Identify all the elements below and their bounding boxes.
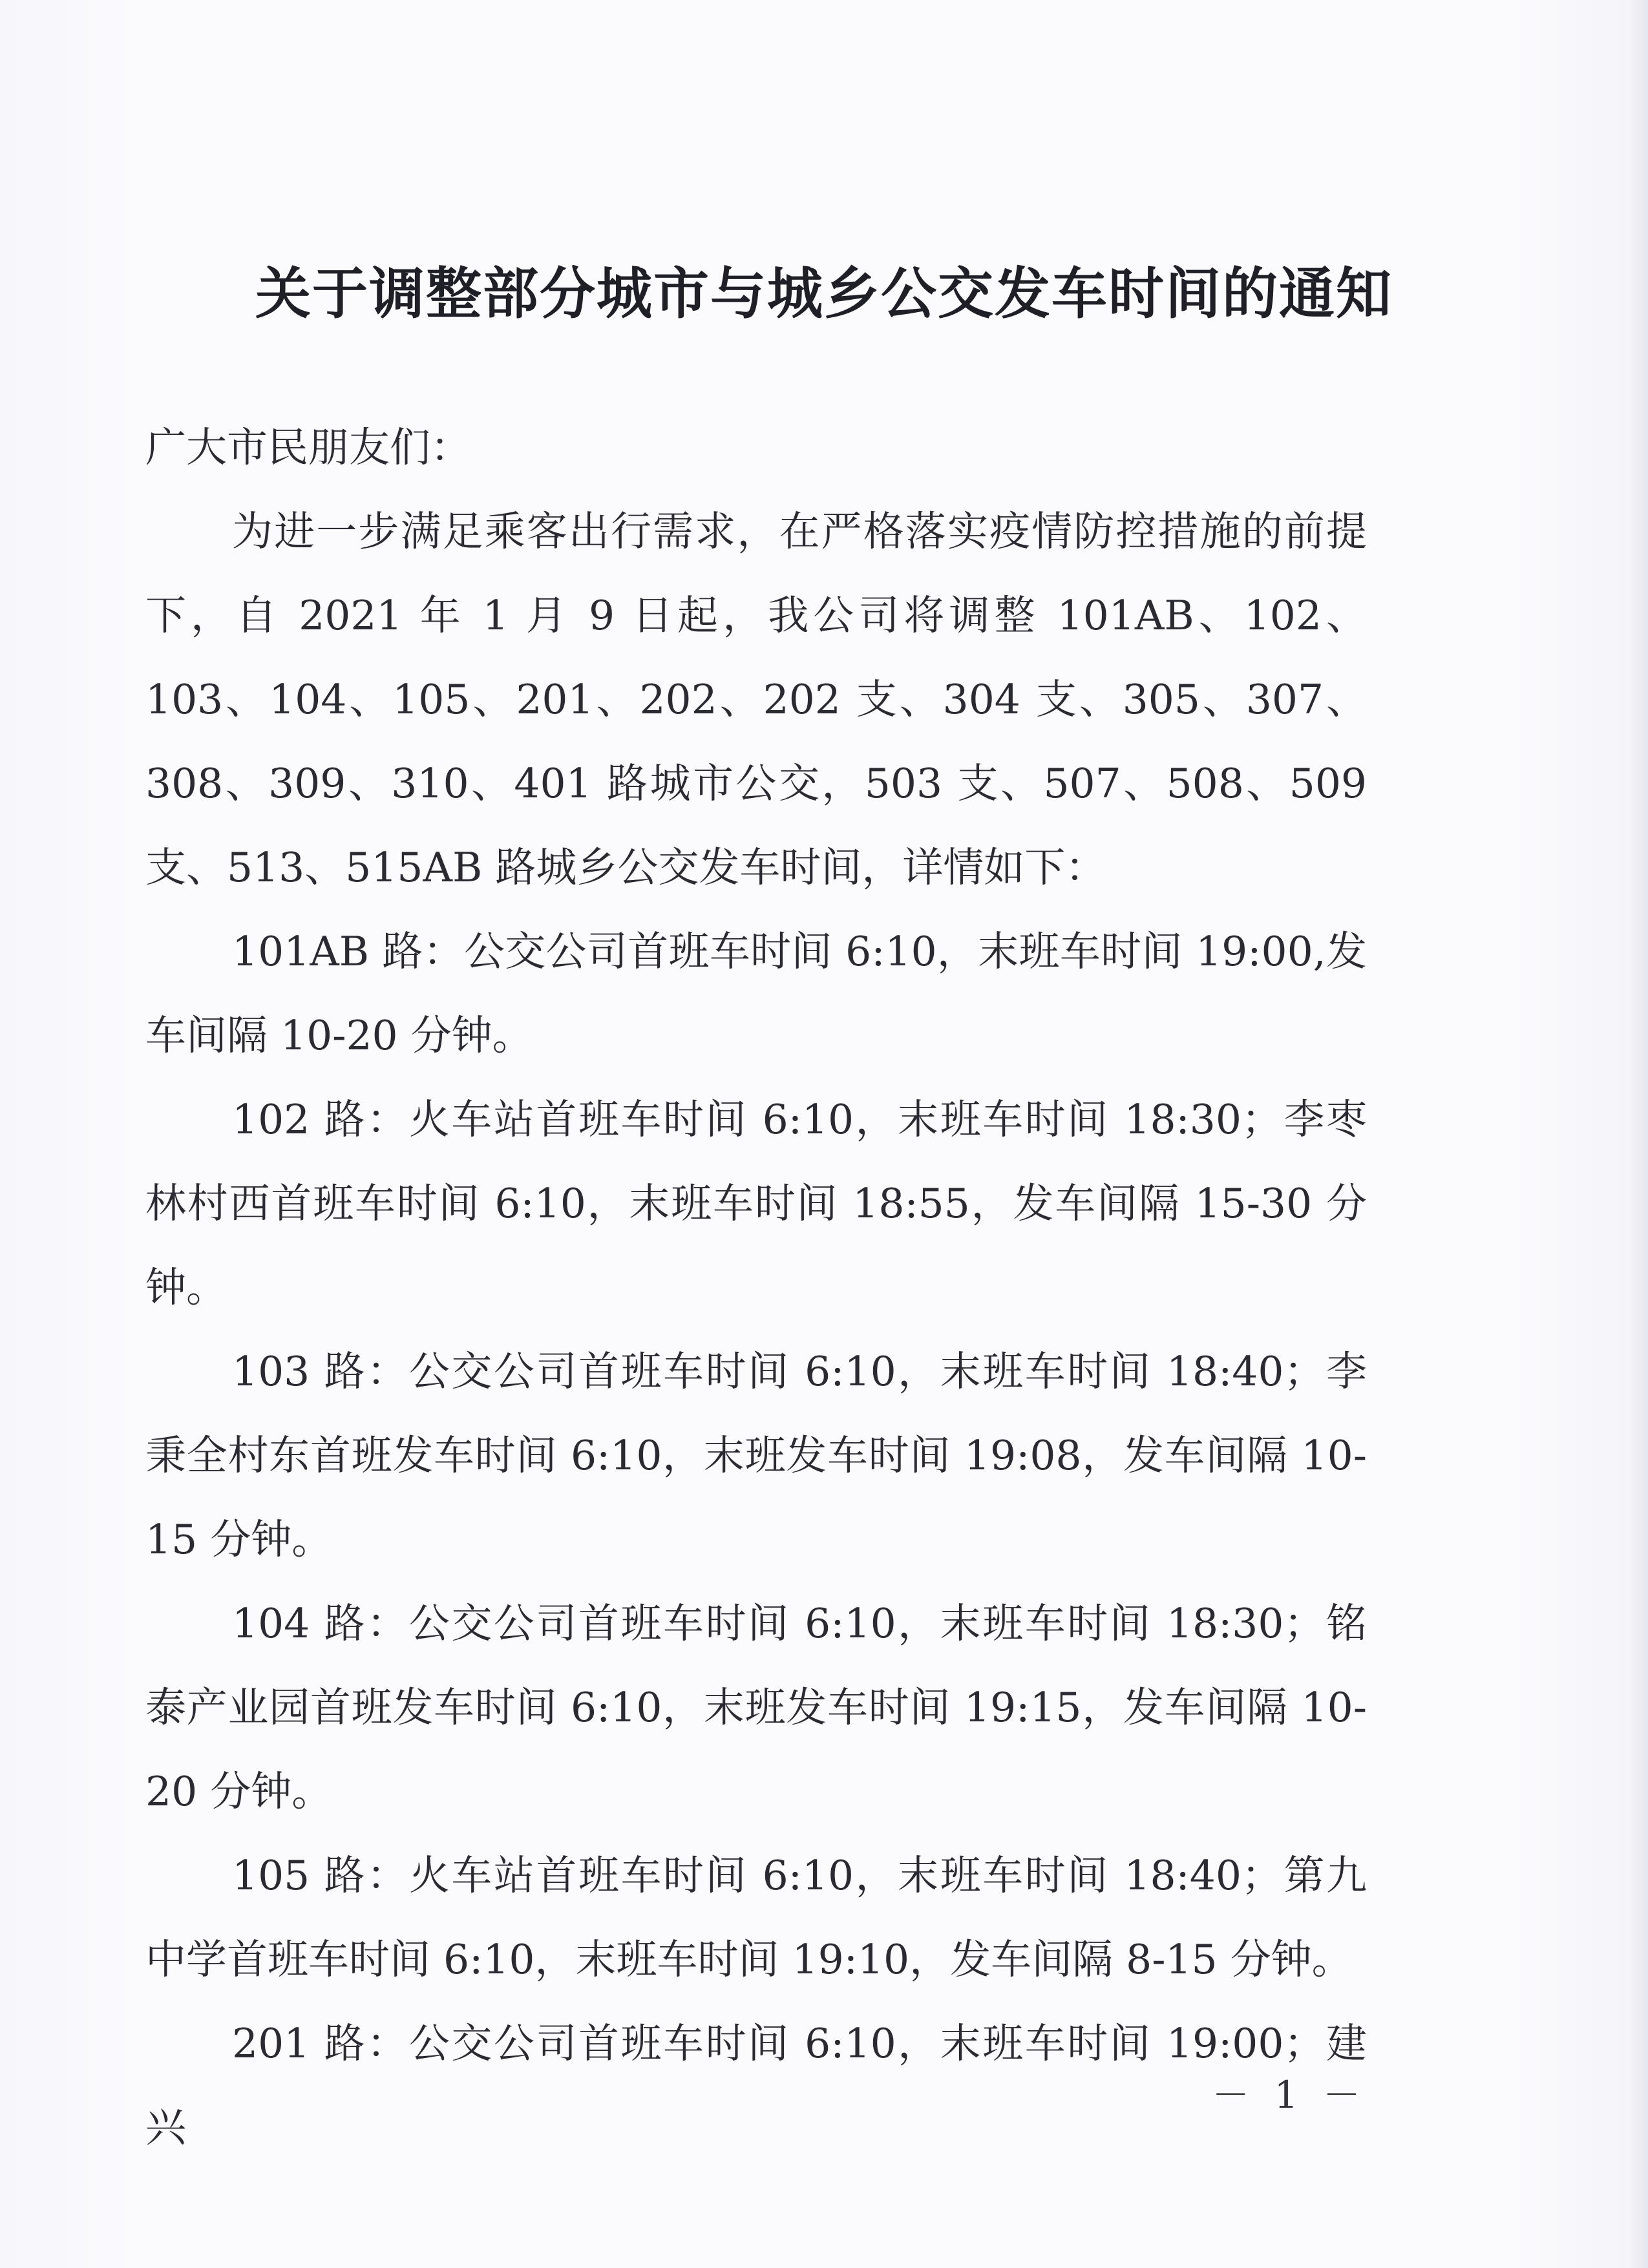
salutation: 广大市民朋友们： [145, 424, 471, 471]
route-101ab-paragraph: 101AB 路：公交公司首班车时间 6:10，末班车时间 19:00,发车间隔 10-20 分钟。 [145, 928, 1367, 1059]
route-103-paragraph: 103 路：公交公司首班车时间 6:10，末班车时间 18:40；李秉全村东首班发车时间 6:10，末班发车时间 19:08，发车间隔 10-15 分钟。 [145, 1348, 1367, 1563]
page-number: － 1 － [1212, 2073, 1367, 2117]
route-102-paragraph: 102 路：火车站首班车时间 6:10，末班车时间 18:30；李枣林村西首班车时间 6:10，末班车时间 18:55，发车间隔 15-30 分钟。 [145, 1096, 1367, 1311]
page-edge-shadow [1629, 0, 1648, 2268]
document-body [145, 406, 1367, 2170]
route-104-paragraph: 104 路：公交公司首班车时间 6:10，末班车时间 18:30；铭泰产业园首班发车时间 6:10，末班发车时间 19:15，发车间隔 10-20 分钟。 [145, 1600, 1367, 1815]
intro-paragraph: 为进一步满足乘客出行需求，在严格落实疫情防控措施的前提下，自 2021 年 1 月 9 日起，我公司将调整 101AB、102、103、104、105、201、202、202 支、304 支、305、307、308、309、310、401 路城市公交，503 支、507、508、509 支、513、515AB 路城乡公交发车时间，详情如下： [145, 508, 1367, 891]
document-title: 关于调整部分城市与城乡公交发车时间的通知 [255, 262, 1393, 326]
route-105-paragraph: 105 路：火车站首班车时间 6:10，末班车时间 18:40；第九中学首班车时间 6:10，末班车时间 19:10，发车间隔 8-15 分钟。 [145, 1852, 1367, 1983]
route-201-paragraph: 201 路：公交公司首班车时间 6:10，末班车时间 19:00；建兴 [145, 2020, 1367, 2151]
